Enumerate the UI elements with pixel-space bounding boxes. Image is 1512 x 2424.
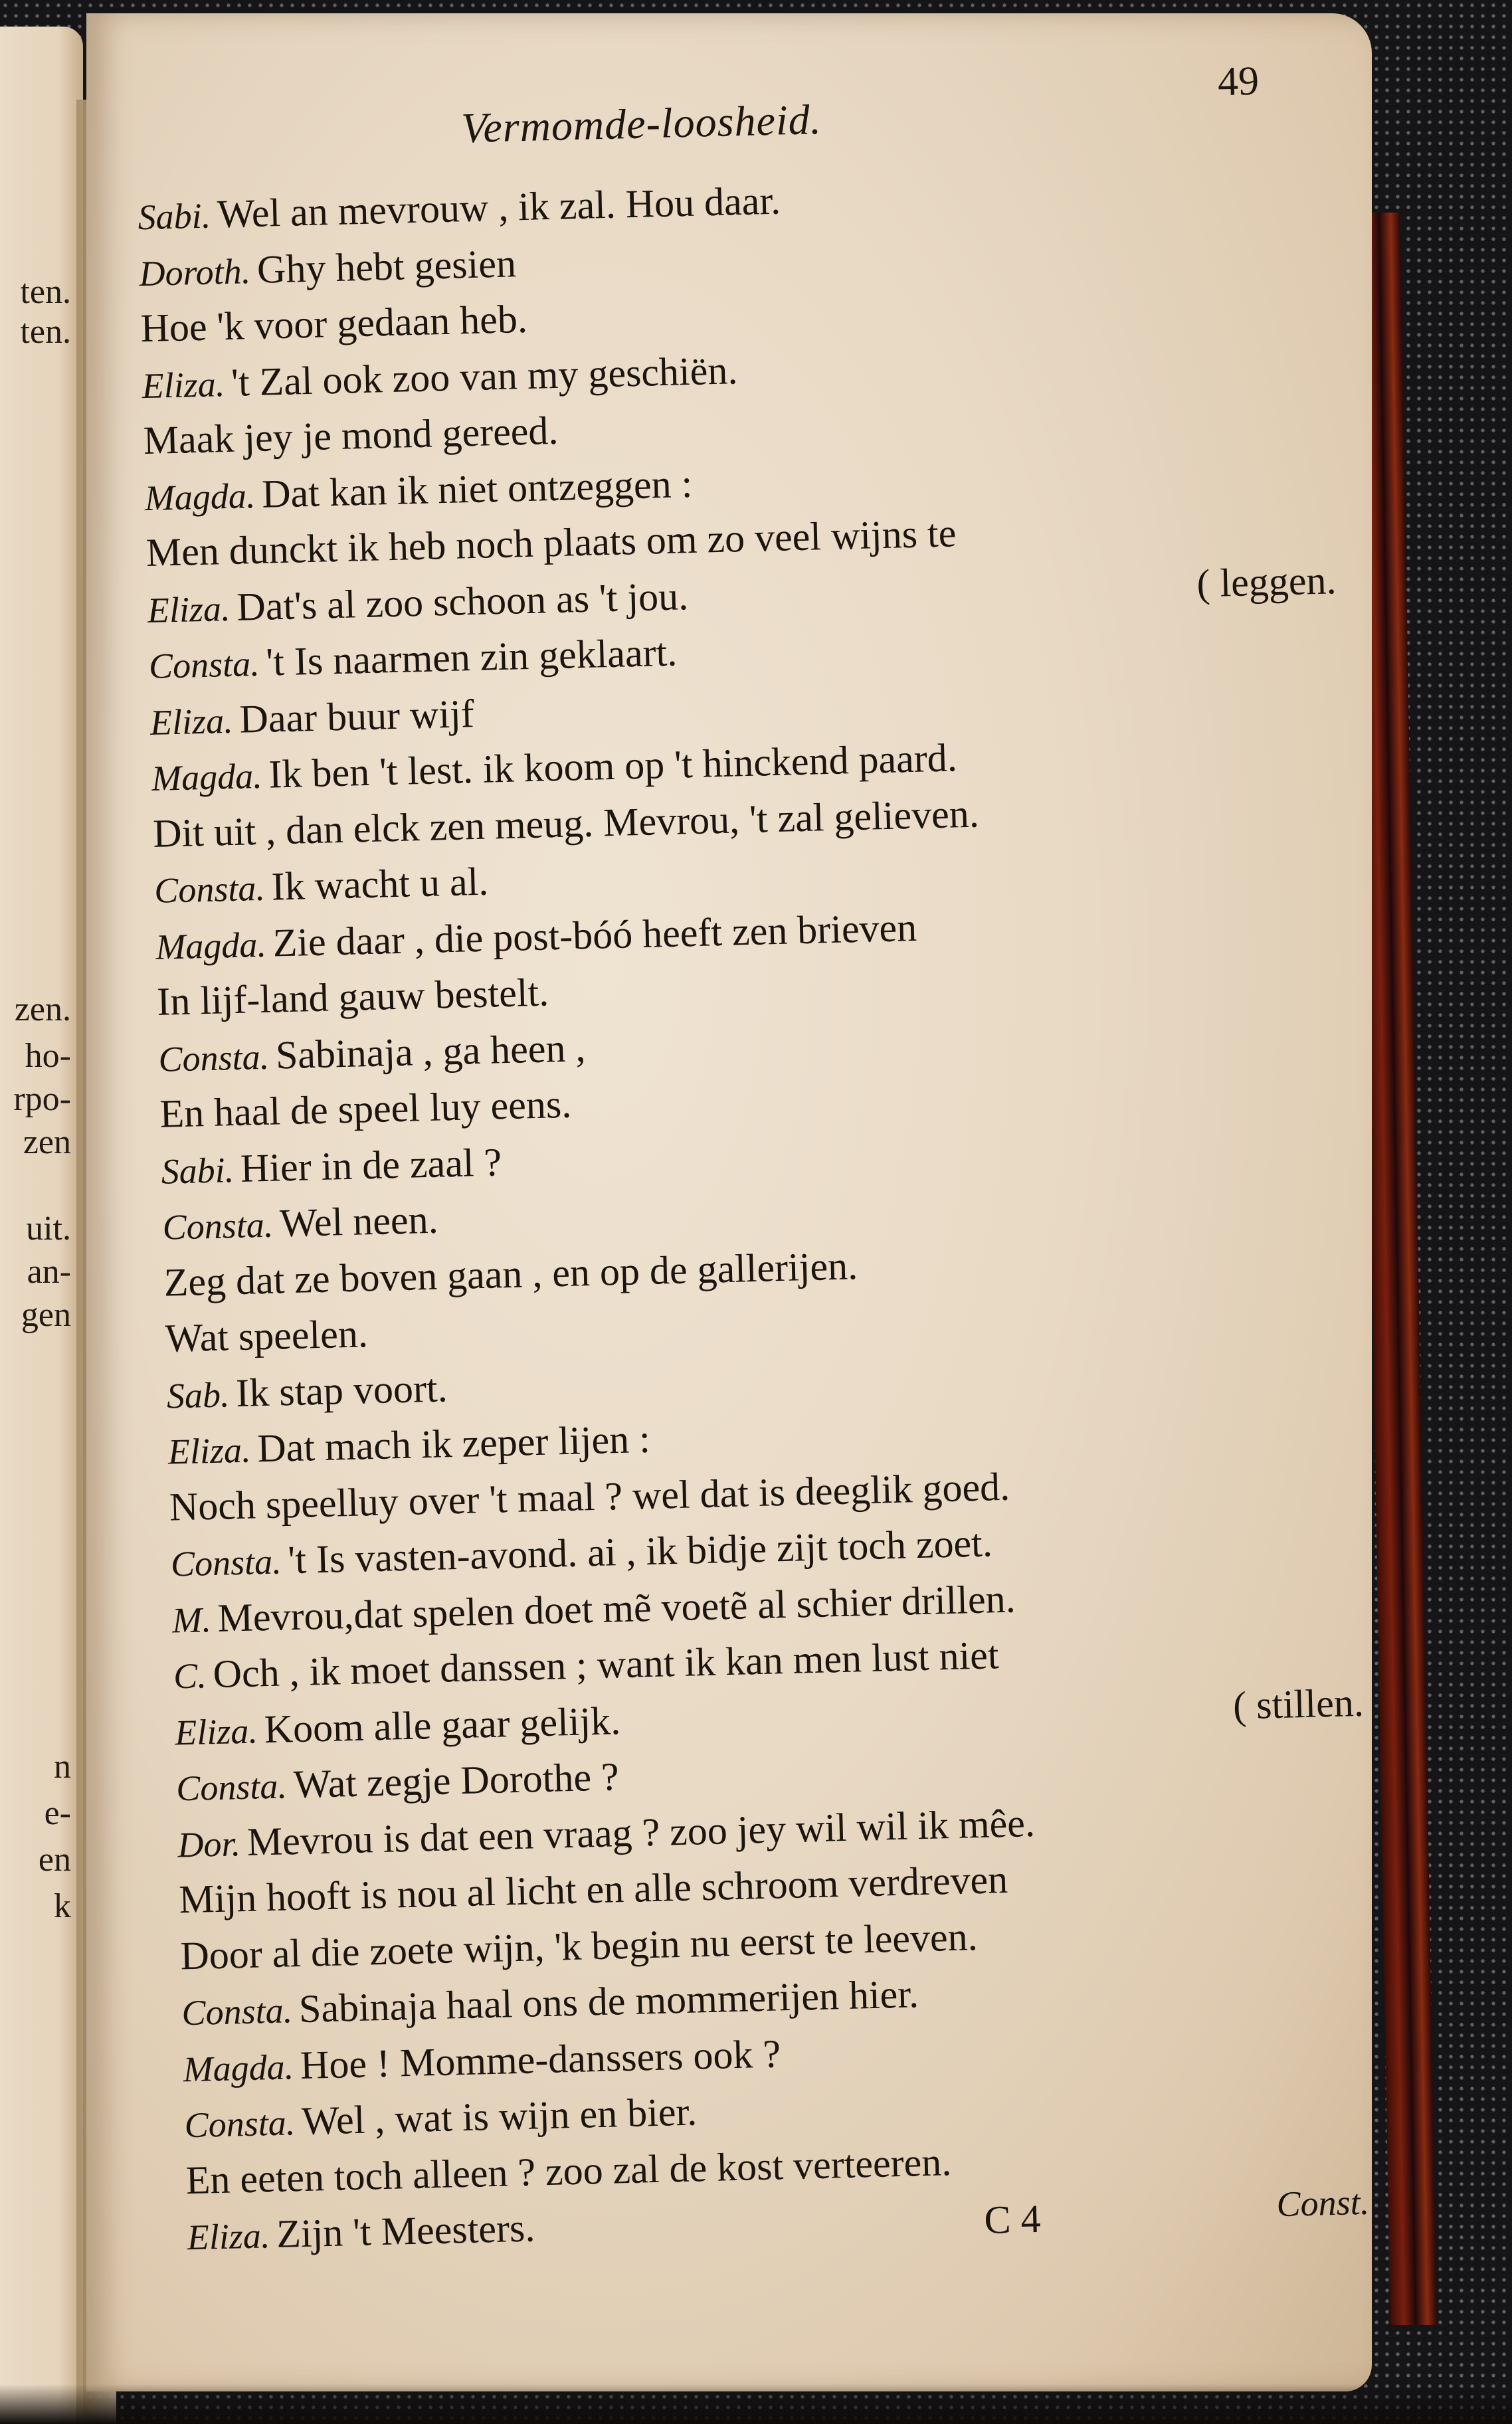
- signature-mark: C 4: [983, 2196, 1042, 2242]
- speaker-name: C.: [173, 1655, 207, 1697]
- speaker-name: Magda.: [182, 2046, 294, 2089]
- catchword: Const.: [1276, 2182, 1370, 2225]
- speaker-name: Eliza.: [147, 588, 231, 630]
- left-page-fragment: rpo-: [13, 1080, 71, 1118]
- line-text: En eeten toch alleen ? zoo zal de kost verteeren.: [185, 2139, 952, 2202]
- play-text: [137, 159, 1396, 2265]
- line-text: Noch speelluy over 't maal ? wel dat is deeglik goed.: [169, 1464, 1010, 1529]
- speaker-name: Consta.: [181, 1990, 293, 2033]
- left-page-fragment: n: [54, 1748, 71, 1786]
- line-text: Och , ik moet danssen ; want ik kan men lust niet: [212, 1633, 1000, 1697]
- speaker-name: Magda.: [144, 475, 256, 518]
- left-page-fragment: an-: [27, 1253, 71, 1291]
- line-text: Ghy hebt gesien: [256, 240, 517, 292]
- turnover-text: ( leggen.: [1196, 557, 1337, 605]
- left-page-fragment: zen.: [14, 990, 71, 1028]
- line-text: Wel an mevrouw , ik zal. Hou daar.: [217, 178, 781, 236]
- line-text: Wel , wat is wijn en bier.: [301, 2089, 698, 2144]
- speaker-name: Consta.: [170, 1541, 282, 1584]
- left-page-fragment: gen: [21, 1296, 71, 1334]
- line-text: En haal de speel luy eens.: [159, 1081, 572, 1136]
- line-text: Zie daar , die post-bóó heeft zen brieven: [272, 905, 917, 965]
- line-text: Ik wacht u al.: [270, 859, 490, 909]
- speaker-name: M.: [171, 1599, 212, 1641]
- left-page-fragment: ten.: [20, 273, 71, 311]
- left-page-fragment: en: [38, 1841, 71, 1879]
- line-text: Zeg dat ze boven gaan , en op de gallerijen.: [163, 1243, 858, 1305]
- left-page-fragment: ho-: [25, 1037, 71, 1075]
- line-text: Door al die zoete wijn, 'k begin nu eerst te leeven.: [179, 1914, 979, 1978]
- line-text: Daar buur wijf: [238, 691, 475, 741]
- speaker-name: Consta.: [175, 1766, 288, 1809]
- speaker-name: Magda.: [151, 755, 263, 798]
- left-page-fragment: uit.: [26, 1210, 71, 1248]
- line-text: Hier in de zaal ?: [240, 1139, 502, 1190]
- turnover-text: ( stillen.: [1232, 1680, 1365, 1728]
- speaker-name: Sabi.: [137, 195, 211, 238]
- line-text: Maak jey je mond gereed.: [142, 408, 559, 463]
- line-text: Sabinaja haal ons de mommerijen hier.: [298, 1972, 919, 2031]
- line-text: Wel neen.: [279, 1197, 439, 1246]
- speaker-name: Sab.: [166, 1374, 231, 1416]
- line-text: Men dunckt ik heb noch plaats om zo veel wijns te: [145, 511, 957, 575]
- line-text: In lijf-land gauw bestelt.: [156, 970, 549, 1024]
- line-text: Mevrou is dat een vraag ? zoo jey wil wil ik mêe.: [246, 1800, 1036, 1864]
- left-page-fragment: e-: [44, 1794, 71, 1832]
- line-text: Wat speelen.: [164, 1311, 369, 1360]
- line-text: Sabinaja , ga heen ,: [275, 1025, 587, 1077]
- speaker-name: Consta.: [157, 1036, 270, 1079]
- speaker-name: Eliza.: [167, 1430, 252, 1472]
- line-text: 't Is naarmen zin geklaart.: [265, 630, 678, 684]
- line-text: Ik stap voort.: [235, 1365, 448, 1415]
- line-text: Dit uit , dan elck zen meug. Mevrou, 't zal gelieven.: [152, 791, 980, 856]
- left-page-fragment: zen: [23, 1123, 71, 1161]
- line-text: 't Is vasten-avond. ai , ik bidje zijt toch zoet.: [287, 1521, 993, 1582]
- speaker-name: Doroth.: [138, 250, 251, 294]
- line-text: Mevrou,dat spelen doet mẽ voetẽ al schier drillen.: [217, 1576, 1016, 1640]
- line-text: Dat kan ik niet ontzeggen :: [261, 461, 693, 516]
- speaker-name: Eliza.: [141, 363, 225, 406]
- line-text: Dat's al zoo schoon as 't jou.: [236, 573, 689, 629]
- speaker-name: Dor.: [177, 1823, 241, 1865]
- line-text: Wat zegje Dorothe ?: [292, 1754, 620, 1807]
- left-page-fragment: ten.: [20, 313, 71, 351]
- speaker-name: Consta.: [153, 868, 266, 911]
- line-text: 't Zal ook zoo van my geschiën.: [231, 347, 739, 405]
- speaker-name: Consta.: [183, 2102, 296, 2146]
- line-text: Koom alle gaar gelijk.: [263, 1698, 621, 1751]
- speaker-name: Sabi.: [160, 1149, 235, 1192]
- speaker-name: Consta.: [148, 643, 260, 686]
- left-page-edge: [0, 27, 83, 2424]
- running-head: Vermomde-loosheid.: [460, 96, 822, 152]
- bottom-shadow: [0, 2384, 1512, 2424]
- speaker-name: Eliza.: [174, 1710, 258, 1753]
- speaker-name: Consta.: [161, 1204, 274, 1248]
- speaker-name: Eliza.: [149, 700, 234, 743]
- book-page: [86, 13, 1372, 2391]
- left-page-fragment: k: [54, 1887, 71, 1925]
- speaker-name: Eliza.: [187, 2215, 271, 2258]
- page-number: 49: [1217, 58, 1260, 105]
- line-text: Hoe ! Momme-danssers ook ?: [300, 2031, 781, 2087]
- line-text: Mijn hooft is nou al licht en alle schroom verdreven: [178, 1857, 1008, 1922]
- line-text: Hoe 'k voor gedaan heb.: [140, 296, 528, 351]
- line-text: Zijn 't Meesters.: [276, 2205, 536, 2256]
- line-text: Dat mach ik zeper lijen :: [256, 1416, 651, 1471]
- speaker-name: Magda.: [155, 924, 267, 967]
- line-text: Ik ben 't lest. ik koom op 't hinckend paard.: [268, 735, 958, 796]
